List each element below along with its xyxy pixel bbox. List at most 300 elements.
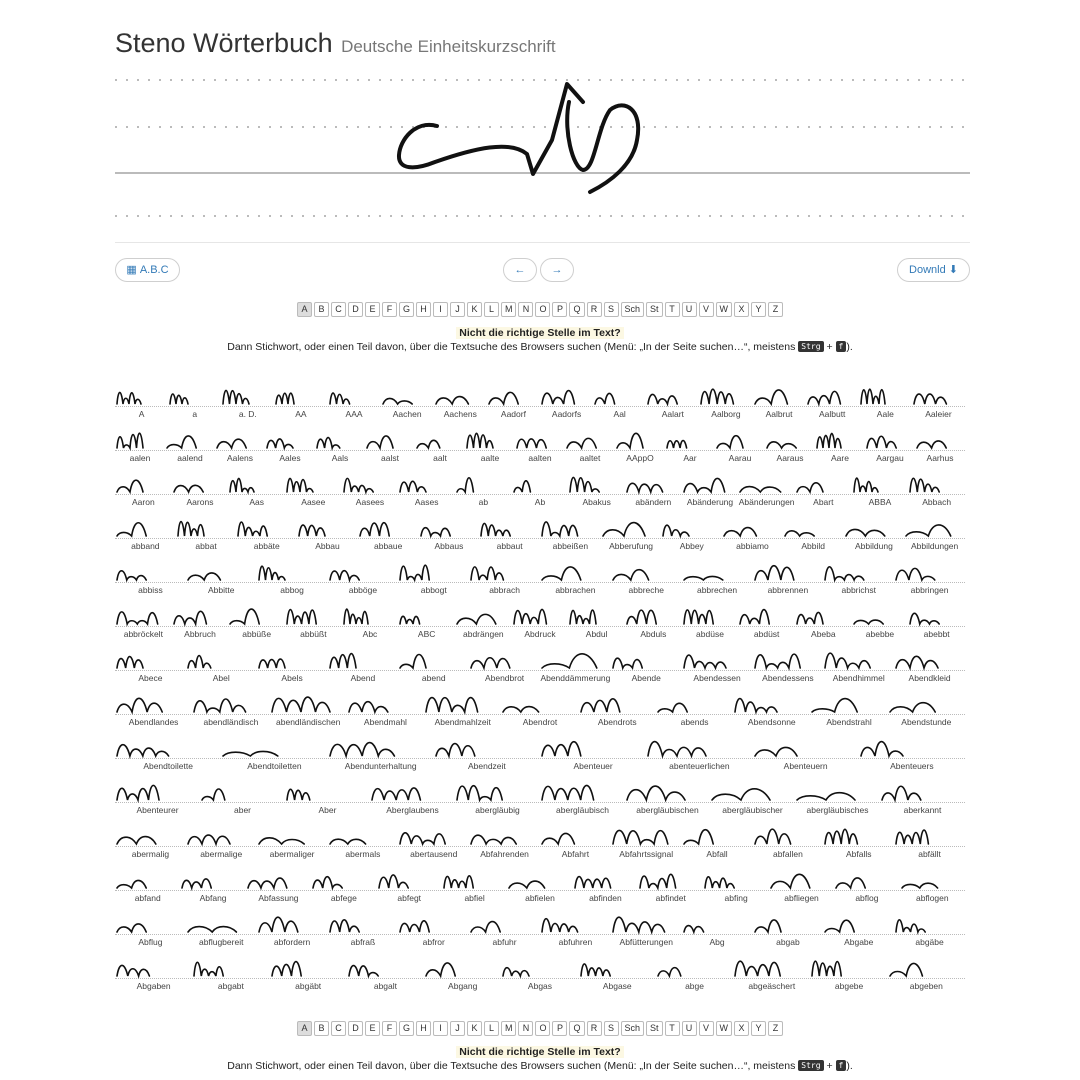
- steno-glyph: [370, 776, 428, 806]
- letter-link[interactable]: N: [518, 302, 533, 317]
- word-entry[interactable]: [469, 818, 540, 862]
- word-entry[interactable]: [625, 466, 682, 510]
- letter-link[interactable]: I: [433, 1021, 448, 1036]
- word-entry[interactable]: [682, 642, 753, 686]
- steno-glyph: [186, 820, 238, 850]
- word-entry[interactable]: [656, 686, 733, 730]
- word-entry[interactable]: [625, 598, 682, 642]
- steno-glyph: [769, 864, 818, 894]
- letter-link[interactable]: E: [365, 1021, 380, 1036]
- word-entry[interactable]: [908, 598, 965, 642]
- word-entry[interactable]: [215, 422, 265, 466]
- word-entry[interactable]: [908, 466, 965, 510]
- word-entry[interactable]: [611, 554, 682, 598]
- word-label: abbaut: [496, 541, 523, 551]
- word-entry[interactable]: [579, 950, 656, 994]
- letter-link[interactable]: St: [646, 302, 663, 317]
- word-entry[interactable]: [682, 906, 753, 950]
- letter-link[interactable]: X: [734, 302, 749, 317]
- word-entry[interactable]: [115, 686, 192, 730]
- word-entry[interactable]: [419, 510, 480, 554]
- word-entry[interactable]: [912, 378, 965, 422]
- word-entry[interactable]: [810, 950, 887, 994]
- word-entry[interactable]: [703, 862, 768, 906]
- word-entry[interactable]: [823, 818, 894, 862]
- word-entry[interactable]: [200, 774, 285, 818]
- steno-glyph: [852, 600, 891, 630]
- letter-link[interactable]: Q: [569, 1021, 584, 1036]
- letter-link[interactable]: G: [399, 1021, 414, 1036]
- word-entry[interactable]: [186, 554, 257, 598]
- word-entry[interactable]: [715, 422, 765, 466]
- word-entry[interactable]: [257, 642, 328, 686]
- word-entry[interactable]: [565, 422, 615, 466]
- word-label: abfindet: [655, 893, 686, 903]
- word-entry[interactable]: [115, 466, 172, 510]
- steno-glyph: [859, 732, 911, 762]
- word-entry[interactable]: [257, 818, 328, 862]
- word-entry[interactable]: [315, 422, 365, 466]
- letter-link[interactable]: J: [450, 302, 465, 317]
- letter-link[interactable]: Y: [751, 302, 766, 317]
- word-entry[interactable]: [172, 598, 229, 642]
- word-label: abbat: [195, 541, 217, 551]
- word-entry[interactable]: [381, 378, 434, 422]
- word-entry[interactable]: [611, 818, 682, 862]
- word-entry[interactable]: [682, 554, 753, 598]
- word-entry[interactable]: [859, 378, 912, 422]
- word-label: Aales: [279, 453, 301, 463]
- steno-glyph: [347, 688, 396, 718]
- word-entry[interactable]: [186, 642, 257, 686]
- steno-glyph: [753, 380, 795, 410]
- word-entry[interactable]: [434, 730, 540, 774]
- letter-link[interactable]: T: [665, 302, 680, 317]
- word-entry[interactable]: [900, 862, 965, 906]
- steno-glyph: [625, 776, 693, 806]
- word-label: aalst: [381, 453, 399, 463]
- word-entry[interactable]: [115, 818, 186, 862]
- word-entry[interactable]: [646, 730, 752, 774]
- word-entry[interactable]: [115, 774, 200, 818]
- word-entry[interactable]: [888, 950, 965, 994]
- word-entry[interactable]: [888, 686, 965, 730]
- word-entry[interactable]: [722, 510, 783, 554]
- word-entry[interactable]: [434, 378, 487, 422]
- word-entry[interactable]: [115, 642, 186, 686]
- word-label: abbrechen: [696, 585, 738, 595]
- page-title: [115, 28, 556, 59]
- word-entry[interactable]: [168, 378, 221, 422]
- letter-link[interactable]: A: [297, 302, 312, 317]
- letter-link[interactable]: J: [450, 1021, 465, 1036]
- word-entry[interactable]: [894, 906, 965, 950]
- word-entry[interactable]: [365, 422, 415, 466]
- letter-link[interactable]: B: [314, 1021, 329, 1036]
- word-entry[interactable]: [115, 422, 165, 466]
- word-entry[interactable]: [710, 774, 795, 818]
- hint-text: Dann Stichwort, oder einen Teil davon, über die Textsuche des Browsers suchen (Menü: „In der Seite suchen…“, meistens: [227, 341, 796, 353]
- word-entry[interactable]: [274, 378, 327, 422]
- word-entry[interactable]: [573, 862, 638, 906]
- word-label: Abendhimmel: [832, 673, 885, 683]
- word-entry[interactable]: [783, 510, 844, 554]
- word-entry[interactable]: [661, 510, 722, 554]
- letter-link[interactable]: P: [552, 1021, 567, 1036]
- word-entry[interactable]: [328, 906, 399, 950]
- download-icon: ⬇: [948, 263, 958, 276]
- steno-glyph: [682, 644, 734, 674]
- word-entry[interactable]: [469, 642, 540, 686]
- letter-link[interactable]: S: [604, 1021, 619, 1036]
- word-entry[interactable]: [257, 554, 328, 598]
- word-entry[interactable]: [795, 466, 852, 510]
- word-entry[interactable]: [398, 466, 455, 510]
- word-entry[interactable]: [894, 642, 965, 686]
- word-entry[interactable]: [540, 818, 611, 862]
- letter-link[interactable]: R: [587, 1021, 602, 1036]
- word-label: Abendmahl: [363, 717, 407, 727]
- word-entry[interactable]: [115, 730, 221, 774]
- word-entry[interactable]: [753, 730, 859, 774]
- steno-glyph: [115, 688, 170, 718]
- word-entry[interactable]: [738, 466, 795, 510]
- steno-glyph: [888, 952, 930, 982]
- word-entry[interactable]: [540, 730, 646, 774]
- steno-glyph: [236, 512, 275, 542]
- word-entry[interactable]: [328, 818, 399, 862]
- word-entry[interactable]: [370, 774, 455, 818]
- letter-link[interactable]: C: [331, 1021, 346, 1036]
- word-entry[interactable]: [165, 422, 215, 466]
- word-entry[interactable]: [424, 686, 501, 730]
- letter-link[interactable]: K: [467, 302, 482, 317]
- download-button[interactable]: [897, 258, 970, 282]
- word-entry[interactable]: [593, 378, 646, 422]
- steno-glyph: [615, 424, 651, 454]
- word-entry[interactable]: [465, 422, 515, 466]
- word-entry[interactable]: [625, 774, 710, 818]
- word-entry[interactable]: [424, 950, 501, 994]
- word-entry[interactable]: [880, 774, 965, 818]
- letter-link[interactable]: F: [382, 302, 397, 317]
- letter-link[interactable]: O: [535, 1021, 550, 1036]
- word-entry[interactable]: [682, 818, 753, 862]
- word-entry[interactable]: [398, 598, 455, 642]
- steno-glyph: [285, 776, 318, 806]
- word-entry[interactable]: [115, 378, 168, 422]
- word-entry[interactable]: [844, 510, 905, 554]
- word-entry[interactable]: [656, 950, 733, 994]
- word-label: Abart: [813, 497, 834, 507]
- letter-link[interactable]: W: [716, 302, 733, 317]
- letter-link[interactable]: St: [646, 1021, 663, 1036]
- word-label: Abbildung: [855, 541, 893, 551]
- word-entry[interactable]: [192, 686, 269, 730]
- word-entry[interactable]: [753, 378, 806, 422]
- letter-link[interactable]: Z: [768, 1021, 783, 1036]
- steno-glyph: [381, 380, 420, 410]
- word-entry[interactable]: [507, 862, 572, 906]
- steno-glyph: [579, 952, 618, 982]
- word-entry[interactable]: [398, 642, 469, 686]
- word-entry[interactable]: [377, 862, 442, 906]
- word-entry[interactable]: [297, 510, 358, 554]
- word-entry[interactable]: [186, 818, 257, 862]
- word-entry[interactable]: [852, 598, 909, 642]
- word-entry[interactable]: [733, 950, 810, 994]
- letter-link[interactable]: M: [501, 1021, 517, 1036]
- word-label: abermaliger: [269, 849, 315, 859]
- letter-link[interactable]: O: [535, 302, 550, 317]
- steno-glyph: [347, 952, 386, 982]
- word-entry[interactable]: [834, 862, 899, 906]
- word-entry[interactable]: [398, 906, 469, 950]
- word-entry[interactable]: [328, 554, 399, 598]
- letter-link[interactable]: K: [467, 1021, 482, 1036]
- steno-glyph: [699, 380, 741, 410]
- steno-glyph: [703, 864, 742, 894]
- word-entry[interactable]: [228, 598, 285, 642]
- steno-glyph: [565, 424, 604, 454]
- word-entry[interactable]: [115, 598, 172, 642]
- word-label: abbrachen: [555, 585, 596, 595]
- word-entry[interactable]: [236, 510, 297, 554]
- letter-link[interactable]: C: [331, 302, 346, 317]
- word-entry[interactable]: [342, 598, 399, 642]
- word-entry[interactable]: [270, 950, 347, 994]
- word-entry[interactable]: [753, 554, 824, 598]
- word-entry[interactable]: [859, 730, 965, 774]
- steno-glyph: [625, 600, 664, 630]
- steno-glyph: [540, 732, 589, 762]
- word-entry[interactable]: [904, 510, 965, 554]
- letter-link[interactable]: L: [484, 1021, 499, 1036]
- word-entry[interactable]: [455, 598, 512, 642]
- steno-glyph: [115, 512, 154, 542]
- steno-glyph: [328, 820, 374, 850]
- word-entry[interactable]: [172, 466, 229, 510]
- steno-glyph: [342, 468, 381, 498]
- word-entry[interactable]: [501, 950, 578, 994]
- next-button[interactable]: [540, 258, 574, 282]
- word-entry[interactable]: [579, 686, 656, 730]
- word-entry[interactable]: [894, 554, 965, 598]
- word-entry[interactable]: [228, 466, 285, 510]
- word-entry[interactable]: [285, 774, 370, 818]
- steno-glyph: [215, 424, 254, 454]
- word-entry[interactable]: [398, 818, 469, 862]
- letter-link[interactable]: M: [501, 302, 517, 317]
- word-entry[interactable]: [285, 598, 342, 642]
- letter-link[interactable]: H: [416, 1021, 431, 1036]
- word-entry[interactable]: [328, 730, 434, 774]
- letter-link[interactable]: F: [382, 1021, 397, 1036]
- word-entry[interactable]: [512, 598, 569, 642]
- letter-link[interactable]: W: [716, 1021, 733, 1036]
- letter-link[interactable]: Sch: [621, 1021, 645, 1036]
- steno-glyph: [165, 424, 204, 454]
- letter-link[interactable]: R: [587, 302, 602, 317]
- word-entry[interactable]: [753, 642, 824, 686]
- word-entry[interactable]: [285, 466, 342, 510]
- alphabet-button[interactable]: [115, 258, 180, 282]
- word-entry[interactable]: [765, 422, 815, 466]
- word-entry[interactable]: [186, 906, 257, 950]
- word-entry[interactable]: [540, 378, 593, 422]
- word-entry[interactable]: [823, 642, 894, 686]
- letter-link[interactable]: U: [682, 1021, 697, 1036]
- word-entry[interactable]: [682, 598, 739, 642]
- letter-link[interactable]: X: [734, 1021, 749, 1036]
- word-entry[interactable]: [192, 950, 269, 994]
- letter-link[interactable]: B: [314, 302, 329, 317]
- word-entry[interactable]: [699, 378, 752, 422]
- letter-link[interactable]: U: [682, 302, 697, 317]
- word-entry[interactable]: [115, 510, 176, 554]
- word-label: Abfahrenden: [480, 849, 529, 859]
- word-entry[interactable]: [501, 686, 578, 730]
- letter-link[interactable]: V: [699, 1021, 714, 1036]
- word-entry[interactable]: [738, 598, 795, 642]
- letter-link[interactable]: Q: [569, 302, 584, 317]
- word-entry[interactable]: [115, 906, 186, 950]
- steno-glyph: [115, 952, 157, 982]
- word-entry[interactable]: [455, 774, 540, 818]
- word-entry[interactable]: [753, 818, 824, 862]
- word-entry[interactable]: [611, 642, 682, 686]
- word-entry[interactable]: [455, 466, 512, 510]
- word-label: Aare: [831, 453, 849, 463]
- word-entry[interactable]: [512, 466, 569, 510]
- letter-link[interactable]: V: [699, 302, 714, 317]
- word-entry[interactable]: [795, 598, 852, 642]
- word-label: Abels: [281, 673, 303, 683]
- word-entry[interactable]: [270, 686, 347, 730]
- word-label: Abgang: [448, 981, 478, 991]
- word-label: abgeben: [909, 981, 943, 991]
- word-entry[interactable]: [257, 906, 328, 950]
- word-entry[interactable]: [682, 466, 739, 510]
- word-entry[interactable]: [815, 422, 865, 466]
- word-entry[interactable]: [753, 906, 824, 950]
- word-entry[interactable]: [221, 378, 274, 422]
- letter-link[interactable]: Sch: [621, 302, 645, 317]
- word-entry[interactable]: [469, 554, 540, 598]
- word-label: Abgase: [602, 981, 632, 991]
- word-entry[interactable]: [311, 862, 376, 906]
- word-entry[interactable]: [358, 510, 419, 554]
- word-entry[interactable]: [646, 378, 699, 422]
- word-entry[interactable]: [265, 422, 315, 466]
- letter-link[interactable]: P: [552, 302, 567, 317]
- steno-glyph: [888, 688, 943, 718]
- word-entry[interactable]: [540, 510, 601, 554]
- word-entry[interactable]: [328, 642, 399, 686]
- word-entry[interactable]: [442, 862, 507, 906]
- word-entry[interactable]: [487, 378, 540, 422]
- word-entry[interactable]: [865, 422, 915, 466]
- word-entry[interactable]: [180, 862, 245, 906]
- word-entry[interactable]: [823, 906, 894, 950]
- word-entry[interactable]: [795, 774, 880, 818]
- steno-glyph: [115, 468, 151, 498]
- word-entry[interactable]: [246, 862, 311, 906]
- word-label: Abendstunde: [901, 717, 952, 727]
- steno-glyph: [540, 776, 602, 806]
- word-entry[interactable]: [479, 510, 540, 554]
- word-entry[interactable]: [540, 906, 611, 950]
- letter-link[interactable]: G: [399, 302, 414, 317]
- word-entry[interactable]: [540, 554, 611, 598]
- word-entry[interactable]: [540, 642, 611, 686]
- word-row: [115, 950, 965, 994]
- word-label: abebbe: [865, 629, 895, 639]
- steno-glyph: [257, 820, 312, 850]
- letter-link[interactable]: S: [604, 302, 619, 317]
- word-entry[interactable]: [665, 422, 715, 466]
- word-entry[interactable]: [469, 906, 540, 950]
- steno-glyph: [540, 380, 582, 410]
- letter-link[interactable]: H: [416, 302, 431, 317]
- word-label: abfiel: [464, 893, 485, 903]
- word-entry[interactable]: [115, 862, 180, 906]
- steno-glyph: [915, 424, 954, 454]
- word-entry[interactable]: [115, 554, 186, 598]
- letter-link[interactable]: N: [518, 1021, 533, 1036]
- word-entry[interactable]: [568, 598, 625, 642]
- word-entry[interactable]: [733, 686, 810, 730]
- word-entry[interactable]: [347, 686, 424, 730]
- word-entry[interactable]: [852, 466, 909, 510]
- word-entry[interactable]: [221, 730, 327, 774]
- letter-link[interactable]: A: [297, 1021, 312, 1036]
- prev-button[interactable]: [503, 258, 537, 282]
- word-entry[interactable]: [894, 818, 965, 862]
- word-entry[interactable]: [915, 422, 965, 466]
- letter-link[interactable]: D: [348, 1021, 363, 1036]
- word-entry[interactable]: [615, 422, 665, 466]
- letter-link[interactable]: Z: [768, 302, 783, 317]
- word-entry[interactable]: [398, 554, 469, 598]
- letter-link[interactable]: D: [348, 302, 363, 317]
- word-entry[interactable]: [115, 950, 192, 994]
- word-entry[interactable]: [769, 862, 834, 906]
- word-entry[interactable]: [328, 378, 381, 422]
- letter-link[interactable]: T: [665, 1021, 680, 1036]
- word-entry[interactable]: [601, 510, 662, 554]
- letter-link[interactable]: I: [433, 302, 448, 317]
- word-entry[interactable]: [611, 906, 682, 950]
- hint-headline: Nicht die richtige Stelle im Text?: [456, 327, 623, 339]
- word-entry[interactable]: [823, 554, 894, 598]
- word-entry[interactable]: [347, 950, 424, 994]
- word-entry[interactable]: [806, 378, 859, 422]
- word-entry[interactable]: [810, 686, 887, 730]
- word-entry[interactable]: [515, 422, 565, 466]
- word-entry[interactable]: [415, 422, 465, 466]
- letter-link[interactable]: L: [484, 302, 499, 317]
- word-entry[interactable]: [342, 466, 399, 510]
- letter-link[interactable]: E: [365, 302, 380, 317]
- letter-link[interactable]: Y: [751, 1021, 766, 1036]
- word-entry[interactable]: [568, 466, 625, 510]
- word-label: Abbruch: [184, 629, 216, 639]
- word-entry[interactable]: [540, 774, 625, 818]
- steno-glyph: [593, 380, 623, 410]
- word-entry[interactable]: [176, 510, 237, 554]
- word-entry[interactable]: [638, 862, 703, 906]
